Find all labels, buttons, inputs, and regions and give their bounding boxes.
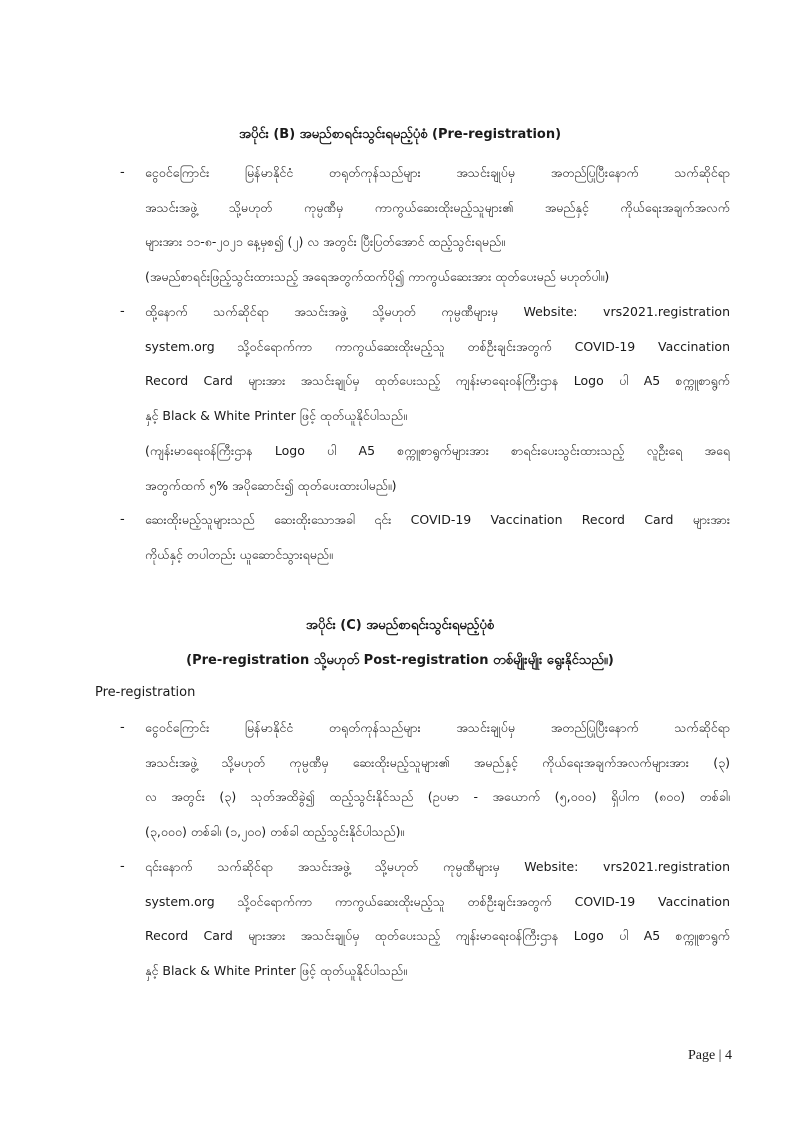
- text-line: ငွေဝင်ကြောင်း မြန်မာနိုင်ငံ တရုတ်ကုန်သည်များ အသင်းချုပ်မှ အတည်ပြုပြီးနောက် သက်ဆိုင်ရာ: [145, 720, 730, 735]
- section-c-title: အပိုင်း (C) အမည်စာရင်းသွင်းရမည့်ပုံစံ: [305, 618, 495, 633]
- text-line: (၃,၀၀၀) တစ်ခါ၊ (၁,၂၀၀) တစ်ခါ ထည့်သွင်းနိုင်ပါသည်)။: [145, 824, 405, 840]
- note-b1: [145, 263, 730, 298]
- text-line: အသင်းအဖွဲ့ သို့မဟုတ် ကုမ္ပဏီမှ ကာကွယ်ဆေးထိုးမည့်သူများ၏ အမည်နှင့် ကိုယ်ရေးအချက်အလက်: [145, 199, 730, 215]
- text-line: ကိုယ်နှင့် တပါတည်း ယူဆောင်သွားရမည်။: [145, 546, 333, 562]
- bullet-marker: -: [120, 859, 125, 874]
- paragraph-b2: [145, 298, 730, 437]
- text-line: နှင့် Black & White Printer ဖြင့် ထုတ်ယူနိုင်ပါသည်။: [145, 963, 407, 979]
- text-line: ငွေဝင်ကြောင်း မြန်မာနိုင်ငံ တရုတ်ကုန်သည်များ အသင်းချုပ်မှ အတည်ပြုပြီးနောက် သက်ဆိုင်ရာ: [145, 165, 730, 180]
- text-line: (အမည်စာရင်းဖြည့်သွင်းထားသည့် အရေအတွက်ထက်ပို၍ ကာကွယ်ဆေးအား ထုတ်ပေးမည် မဟုတ်ပါ။): [145, 269, 610, 284]
- text-line: ဆေးထိုးမည့်သူများသည် ဆေးထိုးသောအခါ ၎င်း COVID-19 Vaccination Record Card များအား: [145, 512, 730, 527]
- bullet-marker: -: [120, 304, 125, 319]
- paragraph-b1: [145, 159, 730, 263]
- text-line: Record Card များအား အသင်းချုပ်မှ ထုတ်ပေးသည့် ကျန်းမာရေးဝန်ကြီးဌာန Logo ပါ A5 စက္ကူစာရွက်: [145, 373, 730, 389]
- text-line: နှင့် Black & White Printer ဖြင့် ထုတ်ယူနိုင်ပါသည်။: [145, 408, 407, 424]
- text-line: လ အတွင်း (၃) သုတ်အထိခွဲ၍ ထည့်သွင်းနိုင်သည် (ဥပမာ - အယောက် (၅,၀၀၀) ရှိပါက (၈၀၀) တစ်ခါ၊: [145, 789, 730, 805]
- section-b-title: အပိုင်း (B) အမည်စာရင်းသွင်းရမည့်ပုံစံ (Pre-registration): [238, 127, 562, 142]
- paragraph-c2: [145, 853, 730, 992]
- paragraph-b3: [145, 506, 730, 575]
- paragraph-c1: [145, 714, 730, 853]
- note-b2: [145, 437, 730, 506]
- section-c-subtitle: (Pre-registration သို့မဟုတ် Post-registration တစ်မျိုးမျိုး ရွေးနိုင်သည်။): [186, 653, 614, 668]
- bullet-marker: -: [120, 165, 125, 180]
- text-line: (ကျန်းမာရေးဝန်ကြီးဌာန Logo ပါ A5 စက္ကူစာရွက်များအား စာရင်းပေးသွင်းထားသည့် လူဦးရေ အရေ: [145, 443, 730, 458]
- text-line: ထို့နောက် သက်ဆိုင်ရာ အသင်းအဖွဲ့ သို့မဟုတ် ကုမ္ပဏီများမှ Website: vrs2021.registration: [145, 304, 730, 319]
- text-line: ၎င်းနောက် သက်ဆိုင်ရာ အသင်းအဖွဲ့ သို့မဟုတ် ကုမ္ပဏီများမှ Website: vrs2021.registration: [145, 859, 730, 874]
- page-number: Page | 4: [687, 1048, 732, 1063]
- text-line: system.org သို့ဝင်ရောက်ကာ ကာကွယ်ဆေးထိုးမည့်သူ တစ်ဦးချင်းအတွက် COVID-19 Vaccination: [145, 893, 730, 909]
- text-line: Record Card များအား အသင်းချုပ်မှ ထုတ်ပေးသည့် ကျန်းမာရေးဝန်ကြီးဌာန Logo ပါ A5 စက္ကူစာရွက်: [145, 928, 730, 944]
- bullet-marker: -: [120, 512, 125, 527]
- text-line: အသင်းအဖွဲ့ သို့မဟုတ် ကုမ္ပဏီမှ ဆေးထိုးမည့်သူများ၏ အမည်နှင့် ကိုယ်ရေးအချက်အလက်များအား (၃): [145, 754, 730, 770]
- bullet-marker: -: [120, 720, 125, 735]
- pre-registration-label: Pre-registration: [95, 685, 196, 700]
- text-line: များအား ၁၁-၈-၂၀၂၁ နေ့မှစ၍ (၂) လ အတွင်း ပြီးပြတ်အောင် ထည့်သွင်းရမည်။: [145, 234, 505, 250]
- text-line: အတွက်ထက် ၅% အပိုဆောင်း၍ ထုတ်ပေးထားပါမည်။): [145, 477, 397, 493]
- text-line: system.org သို့ဝင်ရောက်ကာ ကာကွယ်ဆေးထိုးမည့်သူ တစ်ဦးချင်းအတွက် COVID-19 Vaccination: [145, 338, 730, 354]
